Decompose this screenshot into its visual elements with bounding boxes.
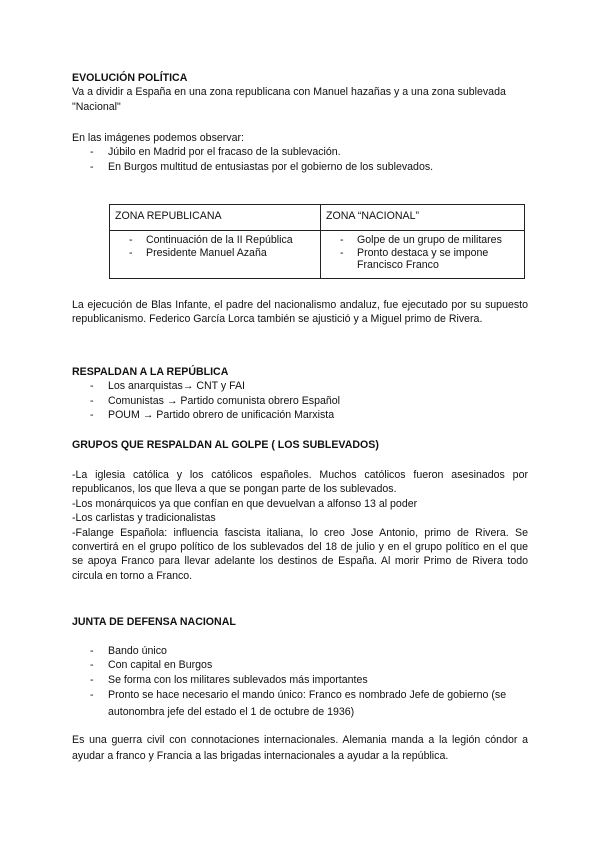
paragraph-blas-infante (72, 298, 528, 327)
intro-text: En las imágenes podemos observar: (72, 132, 244, 144)
paragraph-line: -La iglesia católica y los católicos españoles. Muchos católicos fueron asesinados por republicanos, los que lleva a que se pongan parte de los sublevados. (72, 469, 528, 496)
list-item: - Se forma con los militares sublevados más importantes (72, 673, 528, 687)
list-item: - Júbilo en Madrid por el fracaso de la sublevación. (72, 145, 528, 159)
section-evolucion-politica (72, 71, 528, 114)
republic-support-list (72, 379, 528, 422)
list-item: - Con capital en Burgos (72, 658, 528, 672)
section-respaldan-republica (72, 365, 528, 423)
section-grupos-golpe (72, 438, 528, 452)
junta-defensa-list-wrap (72, 644, 528, 721)
list-item: - POUM → Partido obrero de unificación Marxista (72, 408, 528, 422)
list-item: - Pronto destaca y se impone Francisco Franco (326, 247, 519, 272)
list-item: - Presidente Manuel Azaña (115, 247, 315, 260)
grupos-golpe-body (72, 468, 528, 583)
list-item: - Pronto se hace necesario el mando único: Franco es nombrado Jefe de gobierno (se autonombra jefe del estado el 1 de octubre de 1936) (72, 687, 528, 721)
paragraph-line: -Los monárquicos ya que confían en que devuelvan a alfonso 13 al poder (72, 497, 418, 510)
list-item: - En Burgos multitud de entusiastas por el gobierno de los sublevados. (72, 160, 528, 174)
observation-list (72, 145, 528, 174)
table-header-republicana: ZONA REPUBLICANA (110, 205, 321, 231)
paragraph-closing (72, 733, 528, 764)
paragraph-text: Es una guerra civil con connotaciones internacionales. Alemania manda a la legión cóndor a ayudar a franco y Francia a las brigadas internacionales a ayudar a la república. (72, 734, 528, 762)
list-item: - Golpe de un grupo de militares (326, 234, 519, 247)
list-item: - Comunistas → Partido comunista obrero Español (72, 394, 528, 408)
section-title: RESPALDAN A LA REPÚBLICA (72, 366, 229, 378)
list-item: - Continuación de la II República (115, 234, 315, 247)
paragraph-text: La ejecución de Blas Infante, el padre del nacionalismo andaluz, fue ejecutado por su supuesto republicanismo. Federico García Lorca también se ajustició y a Miguel primo de Rivera. (72, 299, 528, 326)
zones-table (109, 204, 525, 279)
images-observation (72, 131, 528, 174)
list-item: - Bando único (72, 644, 528, 658)
section-text: Va a dividir a España en una zona republicana con Manuel hazañas y a una zona sublevada "Nacional" (72, 86, 506, 113)
paragraph-line: -Los carlistas y tradicionalistas (72, 512, 216, 525)
section-junta-defensa (72, 615, 528, 629)
junta-defensa-list (72, 644, 528, 721)
section-title: EVOLUCIÓN POLÍTICA (72, 72, 188, 84)
table-cell-nacional (321, 231, 525, 279)
table-cell-republicana (110, 231, 321, 279)
section-title: JUNTA DE DEFENSA NACIONAL (72, 616, 236, 628)
paragraph-line: -Falange Española: influencia fascista italiana, lo creo Jose Antonio, primo de Rivera. Se convertirá en el grupo político de los sublevados del 18 de julio y en el grupo político en el que se apoya Franco para llevar adelante los destinos de España. Al morir Primo de Rivera todo circula en torno a Franco. (72, 526, 528, 582)
section-title: GRUPOS QUE RESPALDAN AL GOLPE ( LOS SUBLEVADOS) (72, 439, 379, 451)
table-header-nacional: ZONA “NACIONAL” (321, 205, 525, 231)
list-item: - Los anarquistas→ CNT y FAI (72, 379, 528, 393)
